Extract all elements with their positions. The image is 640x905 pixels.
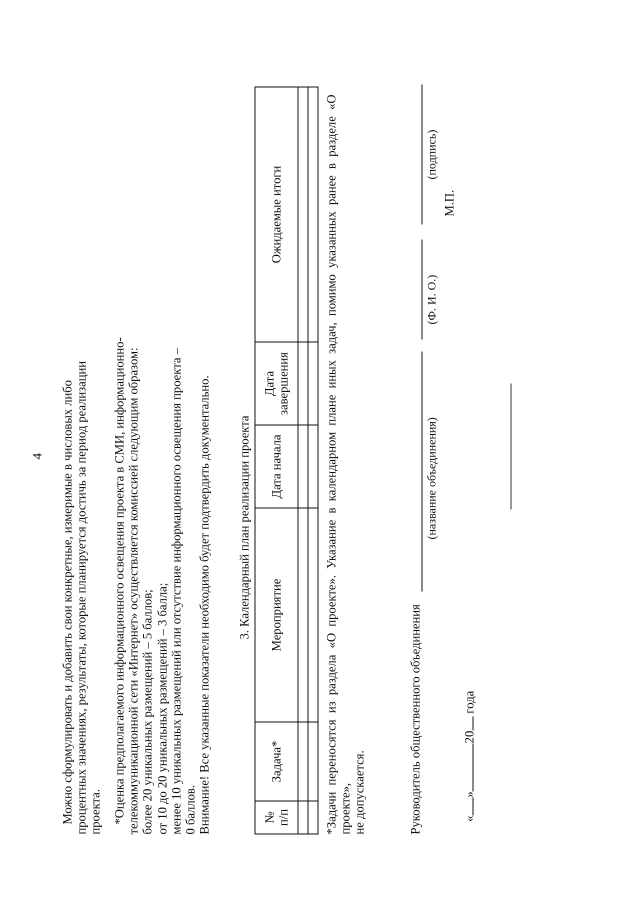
calendar-plan-table bbox=[255, 87, 319, 835]
table-row bbox=[298, 87, 308, 834]
col-task: Задача* bbox=[255, 722, 298, 801]
table-row bbox=[308, 87, 318, 834]
year-prefix: 20 bbox=[462, 730, 477, 744]
table-header-row bbox=[255, 87, 298, 834]
rating-line: от 10 до 20 уникальных размещений – 3 балла; bbox=[155, 582, 170, 835]
day-blank[interactable] bbox=[473, 798, 474, 816]
rating-line: более 20 уникальных размещений – 5 баллов; bbox=[140, 589, 155, 835]
signature-line[interactable] bbox=[422, 85, 423, 225]
table-cell[interactable] bbox=[298, 425, 308, 508]
table-cell[interactable] bbox=[298, 801, 308, 834]
full-name-caption: (Ф. И. О.) bbox=[424, 274, 439, 325]
page-number: 4 bbox=[29, 453, 45, 460]
date-quote-open: « bbox=[462, 815, 477, 822]
stamp-placeholder: М.П. bbox=[442, 189, 457, 217]
year-suffix: года bbox=[462, 690, 477, 714]
table-cell[interactable] bbox=[308, 508, 318, 722]
stamp-mark-line bbox=[511, 384, 512, 510]
table-cell[interactable] bbox=[298, 722, 308, 801]
org-name-line[interactable] bbox=[422, 352, 423, 592]
col-end: Дата завершения bbox=[255, 342, 298, 425]
date-line bbox=[449, 691, 492, 835]
signature-caption: (подпись) bbox=[424, 129, 439, 180]
date-quote-close: » bbox=[462, 791, 477, 798]
intro-line: процентных значениях, результаты, которые планируется достичь за период реализации bbox=[74, 361, 89, 835]
table-cell[interactable] bbox=[308, 342, 318, 425]
rating-line: 0 баллов. bbox=[183, 784, 198, 835]
col-start: Дата начала bbox=[255, 425, 298, 508]
rating-warning: Внимание! Все указанные показатели необходимо будет подтвердить документально. bbox=[197, 375, 212, 835]
footnote-line: *Задачи переносятся из раздела «О проекте». Указание в календарном плане иных задач, помимо указанных ранее в разделе «О проекте», bbox=[324, 94, 353, 835]
rating-line: *Оценка предполагаемого информационного освещения проекта в СМИ, информационно- bbox=[112, 337, 127, 825]
rating-line: менее 10 уникальных размещений или отсутствие информационного освещения проекта – bbox=[169, 348, 184, 835]
leader-label: Руководитель общественного объединения bbox=[408, 604, 423, 835]
footnote-line: не допускается. bbox=[352, 750, 367, 835]
col-results: Ожидаемые итоги bbox=[255, 87, 298, 342]
table-footnote bbox=[325, 95, 368, 835]
month-blank[interactable] bbox=[473, 743, 474, 791]
rating-note bbox=[113, 95, 212, 835]
year-blank[interactable] bbox=[473, 717, 474, 731]
calendar-plan-title: 3. Календарный план реализации проекта bbox=[237, 415, 252, 640]
table-cell[interactable] bbox=[298, 87, 308, 342]
table-cell[interactable] bbox=[308, 801, 318, 834]
intro-line: проекта. bbox=[88, 789, 103, 835]
rating-line: телекоммуникационной сети «Интернет» осуществляется комиссией следующим образом: bbox=[126, 347, 141, 835]
table-cell[interactable] bbox=[298, 508, 308, 722]
full-name-line[interactable] bbox=[422, 240, 423, 340]
table-cell[interactable] bbox=[308, 87, 318, 342]
col-num: № п/п bbox=[255, 801, 298, 834]
intro-line: Можно сформулировать и добавить свои конкретные, измеримые в числовых либо bbox=[60, 380, 75, 825]
table-cell[interactable] bbox=[308, 425, 318, 508]
col-activity: Мероприятие bbox=[255, 508, 298, 722]
intro-paragraph bbox=[61, 95, 104, 835]
document-page bbox=[1, 0, 640, 905]
org-name-caption: (название объединения) bbox=[424, 417, 439, 540]
table-cell[interactable] bbox=[308, 722, 318, 801]
table-cell[interactable] bbox=[298, 342, 308, 425]
